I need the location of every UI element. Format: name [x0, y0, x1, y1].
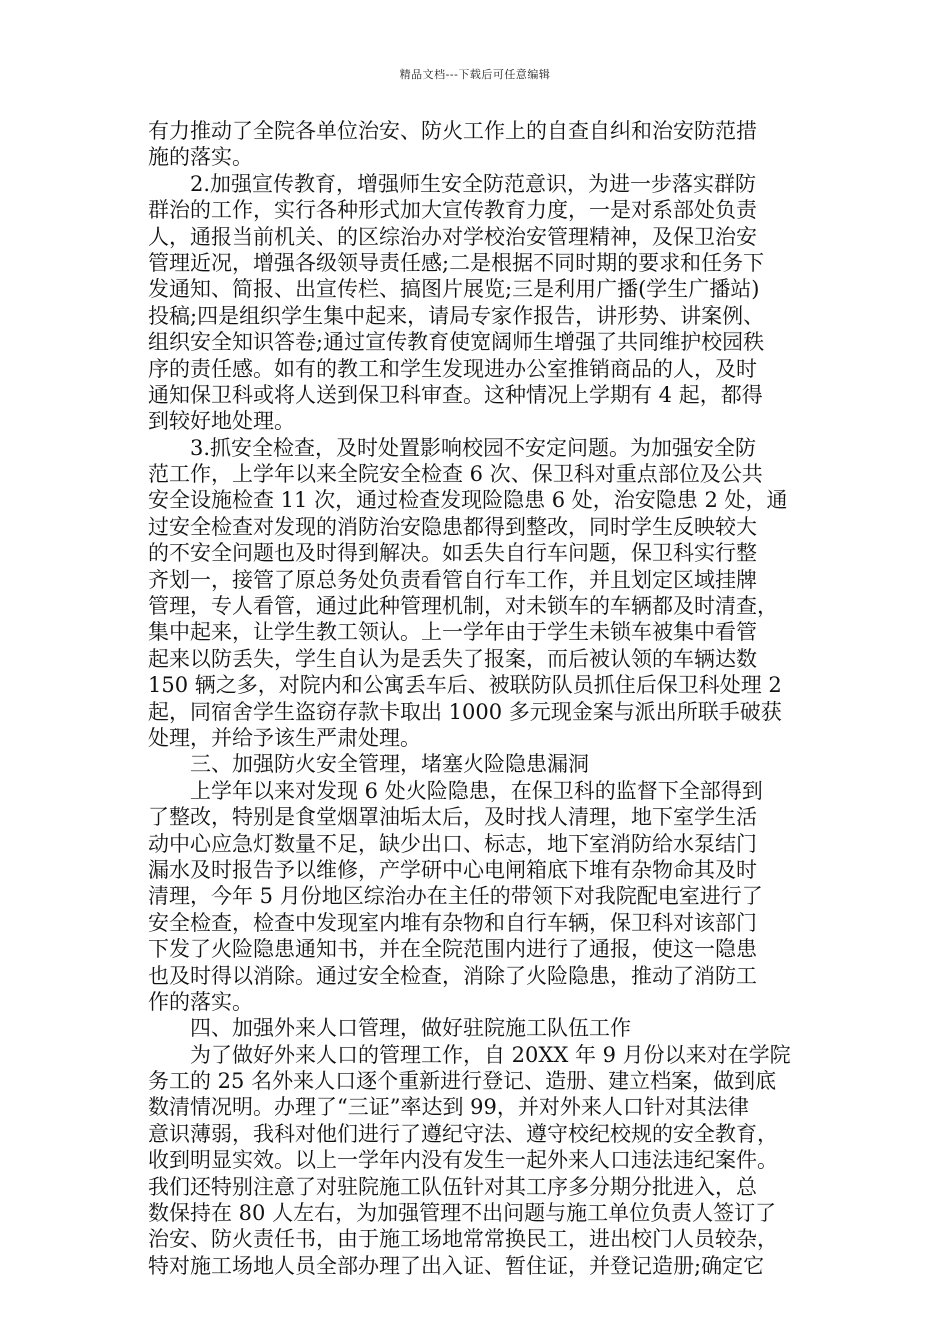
text-line: 安全检查，检查中发现室内堆有杂物和自行车辆，保卫科对该部门	[148, 910, 757, 935]
text-line: 序的责任感。如有的教工和学生发现进办公室推销商品的人，及时	[148, 356, 757, 381]
text-line: 起，同宿舍学生盗窃存款卡取出 1000 多元现金案与派出所联手破获	[148, 699, 782, 724]
text-line: 管理，专人看管，通过此种管理机制，对未锁车的车辆都及时清查，	[148, 594, 778, 619]
text-line: 我们还特别注意了对驻院施工队伍针对其工序多分期分批进入，总	[148, 1174, 757, 1199]
text-line: 齐划一，接管了原总务处负责看管自行车工作，并且划定区域挂牌	[148, 567, 757, 592]
paragraph-start: 上学年以来对发现 6 处火险隐患，在保卫科的监督下全部得到	[190, 778, 763, 803]
text-line: 了整改，特别是食堂烟罩油垢太后，及时找人清理，地下室学生活	[148, 805, 757, 830]
paragraph-start: 为了做好外来人口的管理工作，自 20XX 年 9 月份以来对在学院	[190, 1042, 791, 1067]
text-line: 特对施工场地人员全部办理了出入证、暂住证，并登记造册;确定它	[148, 1253, 765, 1278]
page-header: 精品文档---下载后可任意编辑	[399, 68, 551, 81]
text-line: 集中起来，让学生教工领认。上一学年由于学生未锁车被集中看管	[148, 620, 757, 645]
text-line: 组织安全知识答卷;通过宣传教育使宽阔师生增强了共同维护校园秩	[148, 330, 765, 355]
text-line: 意识薄弱，我科对他们进行了遵纪守法、遵守校纪校规的安全教育，	[148, 1121, 778, 1146]
text-line: 发通知、简报、出宣传栏、搞图片展览;三是利用广播(学生广播站)	[148, 277, 760, 302]
text-line: 清理，今年 5 月份地区综治办在主任的带领下对我院配电室进行了	[148, 884, 763, 909]
text-line: 的不安全问题也及时得到解决。如丢失自行车问题，保卫科实行整	[148, 541, 757, 566]
text-line: 过安全检查对发现的消防治安隐患都得到整改，同时学生反映较大	[148, 514, 757, 539]
text-line: 动中心应急灯数量不足，缺少出口、标志，地下室消防给水泵结门	[148, 831, 757, 856]
text-line: 数清情况明。办理了“三证”率达到 99，并对外来人口针对其法律	[148, 1095, 749, 1120]
text-line: 施的落实。	[148, 145, 253, 170]
text-line: 务工的 25 名外来人口逐个重新进行登记、造册、建立档案，做到底	[148, 1069, 777, 1094]
text-line: 管理近况，增强各级领导责任感;二是根据不同时期的要求和任务下	[148, 250, 765, 275]
text-line: 治安、防火责任书，由于施工场地常常换民工，进出校门人员较杂，	[148, 1227, 778, 1252]
text-line: 投稿;四是组织学生集中起来，请局专家作报告，讲形势、讲案例、	[148, 303, 765, 328]
text-line: 起来以防丢失，学生自认为是丢失了报案，而后被认领的车辆达数	[148, 646, 757, 671]
text-line: 下发了火险隐患通知书，并在全院范围内进行了通报，使这一隐患	[148, 937, 757, 962]
section-heading: 四、加强外来人口管理，做好驻院施工队伍工作	[190, 1016, 631, 1041]
text-line: 到较好地处理。	[148, 409, 295, 434]
text-line: 数保持在 80 人左右，为加强管理不出问题与施工单位负责人签订了	[148, 1201, 777, 1226]
text-line: 处理，并给予该生严肃处理。	[148, 725, 421, 750]
text-line: 收到明显实效。以上一学年内没有发生一起外来人口违法违纪案件。	[148, 1148, 778, 1173]
text-line: 安全设施检查 11 次，通过检查发现险隐患 6 处，治安隐患 2 处，通	[148, 488, 788, 513]
text-line: 150 辆之多，对院内和公寓丢车后、被联防队员抓住后保卫科处理 2	[148, 673, 782, 698]
text-line: 作的落实。	[148, 989, 253, 1014]
text-line: 有力推动了全院各单位治安、防火工作上的自查自纠和治安防范措	[148, 119, 757, 143]
paragraph-start: 3.抓安全检查，及时处置影响校园不安定问题。为加强安全防	[190, 435, 757, 460]
text-line: 漏水及时报告予以维修，产学研中心电闸箱底下堆有杂物命其及时	[148, 857, 757, 882]
document-body	[148, 118, 818, 1279]
text-line: 范工作，上学年以来全院安全检查 6 次、保卫科对重点部位及公共	[148, 462, 763, 487]
text-line: 也及时得以消除。通过安全检查，消除了火险隐患，推动了消防工	[148, 963, 757, 988]
section-heading: 三、加强防火安全管理，堵塞火险隐患漏洞	[190, 752, 589, 777]
text-line: 人，通报当前机关、的区综治办对学校治安管理精神，及保卫治安	[148, 224, 757, 249]
paragraph-start: 2.加强宣传教育，增强师生安全防范意识，为进一步落实群防	[190, 171, 757, 196]
text-line: 群治的工作，实行各种形式加大宣传教育力度，一是对系部处负责	[148, 198, 757, 223]
text-line: 通知保卫科或将人送到保卫科审查。这种情况上学期有 4 起，都得	[148, 382, 763, 407]
